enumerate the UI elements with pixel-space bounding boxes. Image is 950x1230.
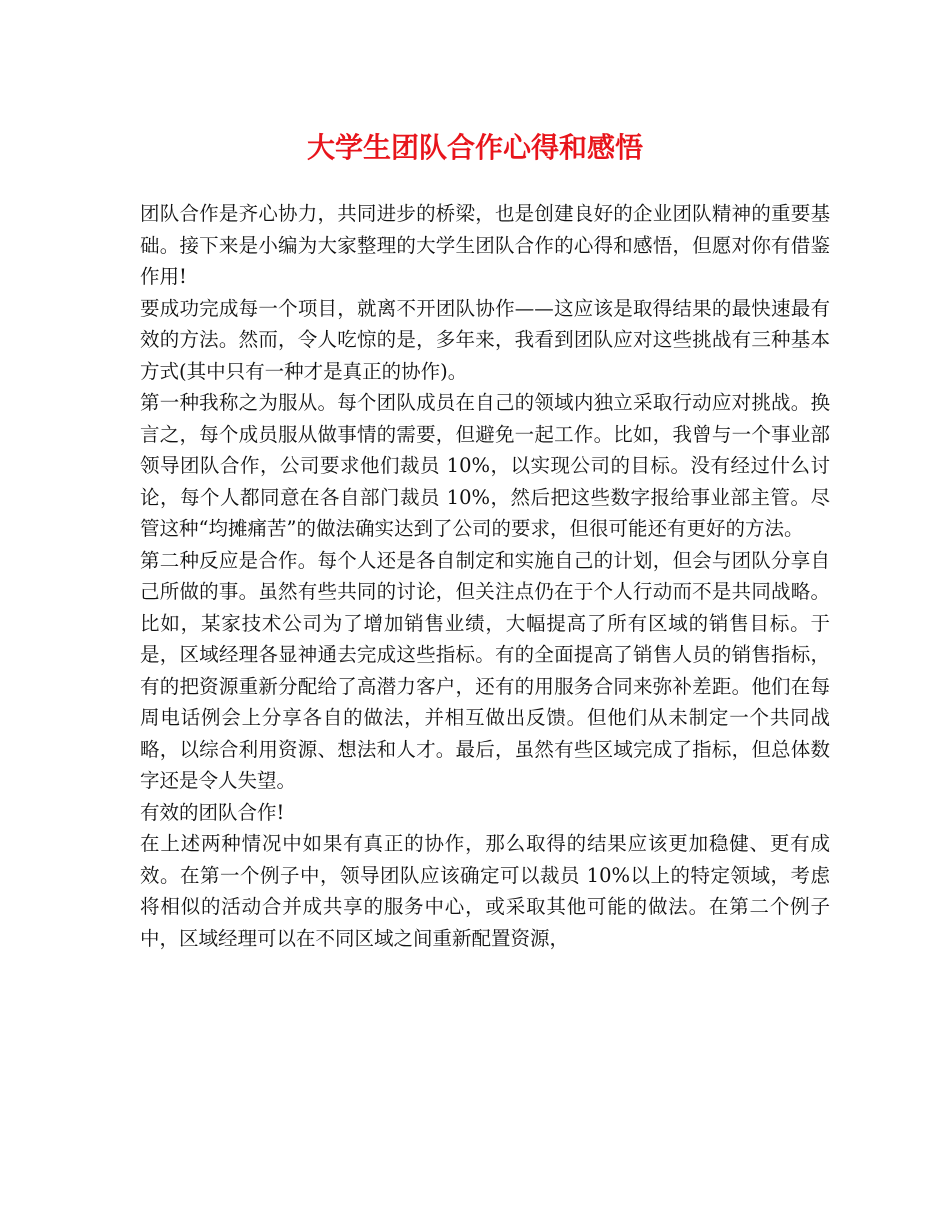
document-title: 大学生团队合作心得和感悟: [306, 131, 643, 164]
document-body: [140, 198, 830, 954]
paragraph-true-collaboration: 在上述两种情况中如果有真正的协作，那么取得的结果应该更加稳健、更有成效。在第一个例子中，领导团队应该确定可以裁员 10%以上的特定领域，考虑将相似的活动合并成共享的服务中心，或采取其他可能的做法。在第二个例子中，区域经理可以在不同区域之间重新配置资源，: [140, 832, 830, 950]
paragraph-intro: 团队合作是齐心协力，共同进步的桥梁，也是创建良好的企业团队精神的重要基础。接下来是小编为大家整理的大学生团队合作的心得和感悟，但愿对你有借鉴作用!: [140, 202, 830, 288]
paragraph-teamwork-methods: 要成功完成每一个项目，就离不开团队协作——这应该是取得结果的最快速最有效的方法。然而，令人吃惊的是，多年来，我看到团队应对这些挑战有三种基本方式(其中只有一种才是真正的协作)。: [140, 296, 830, 383]
paragraph-effective-teamwork: 有效的团队合作!: [140, 800, 285, 824]
paragraph-cooperation: 第二种反应是合作。每个人还是各自制定和实施自己的计划，但会与团队分享自己所做的事。虽然有些共同的讨论，但关注点仍在于个人行动而不是共同战略。比如，某家技术公司为了增加销售业绩，大幅提高了所有区域的销售目标。于是，区域经理各显神通去完成这些指标。有的全面提高了销售人员的销售指标，有的把资源重新分配给了高潜力客户，还有的用服务合同来弥补差距。他们在每周电话例会上分享各自的做法，并相互做出反馈。但他们从未制定一个共同战略，以综合利用资源、想法和人才。最后，虽然有些区域完成了指标，但总体数字还是令人失望。: [140, 548, 830, 792]
paragraph-obedience: 第一种我称之为服从。每个团队成员在自己的领域内独立采取行动应对挑战。换言之，每个成员服从做事情的需要，但避免一起工作。比如，我曾与一个事业部领导团队合作，公司要求他们裁员 10%，以实现公司的目标。没有经过什么讨论，每个人都同意在各自部门裁员 10%，然后把这些数字报给事业部主管。尽管这种“均摊痛苦”的做法确实达到了公司的要求，但很可能还有更好的方法。: [140, 391, 830, 540]
